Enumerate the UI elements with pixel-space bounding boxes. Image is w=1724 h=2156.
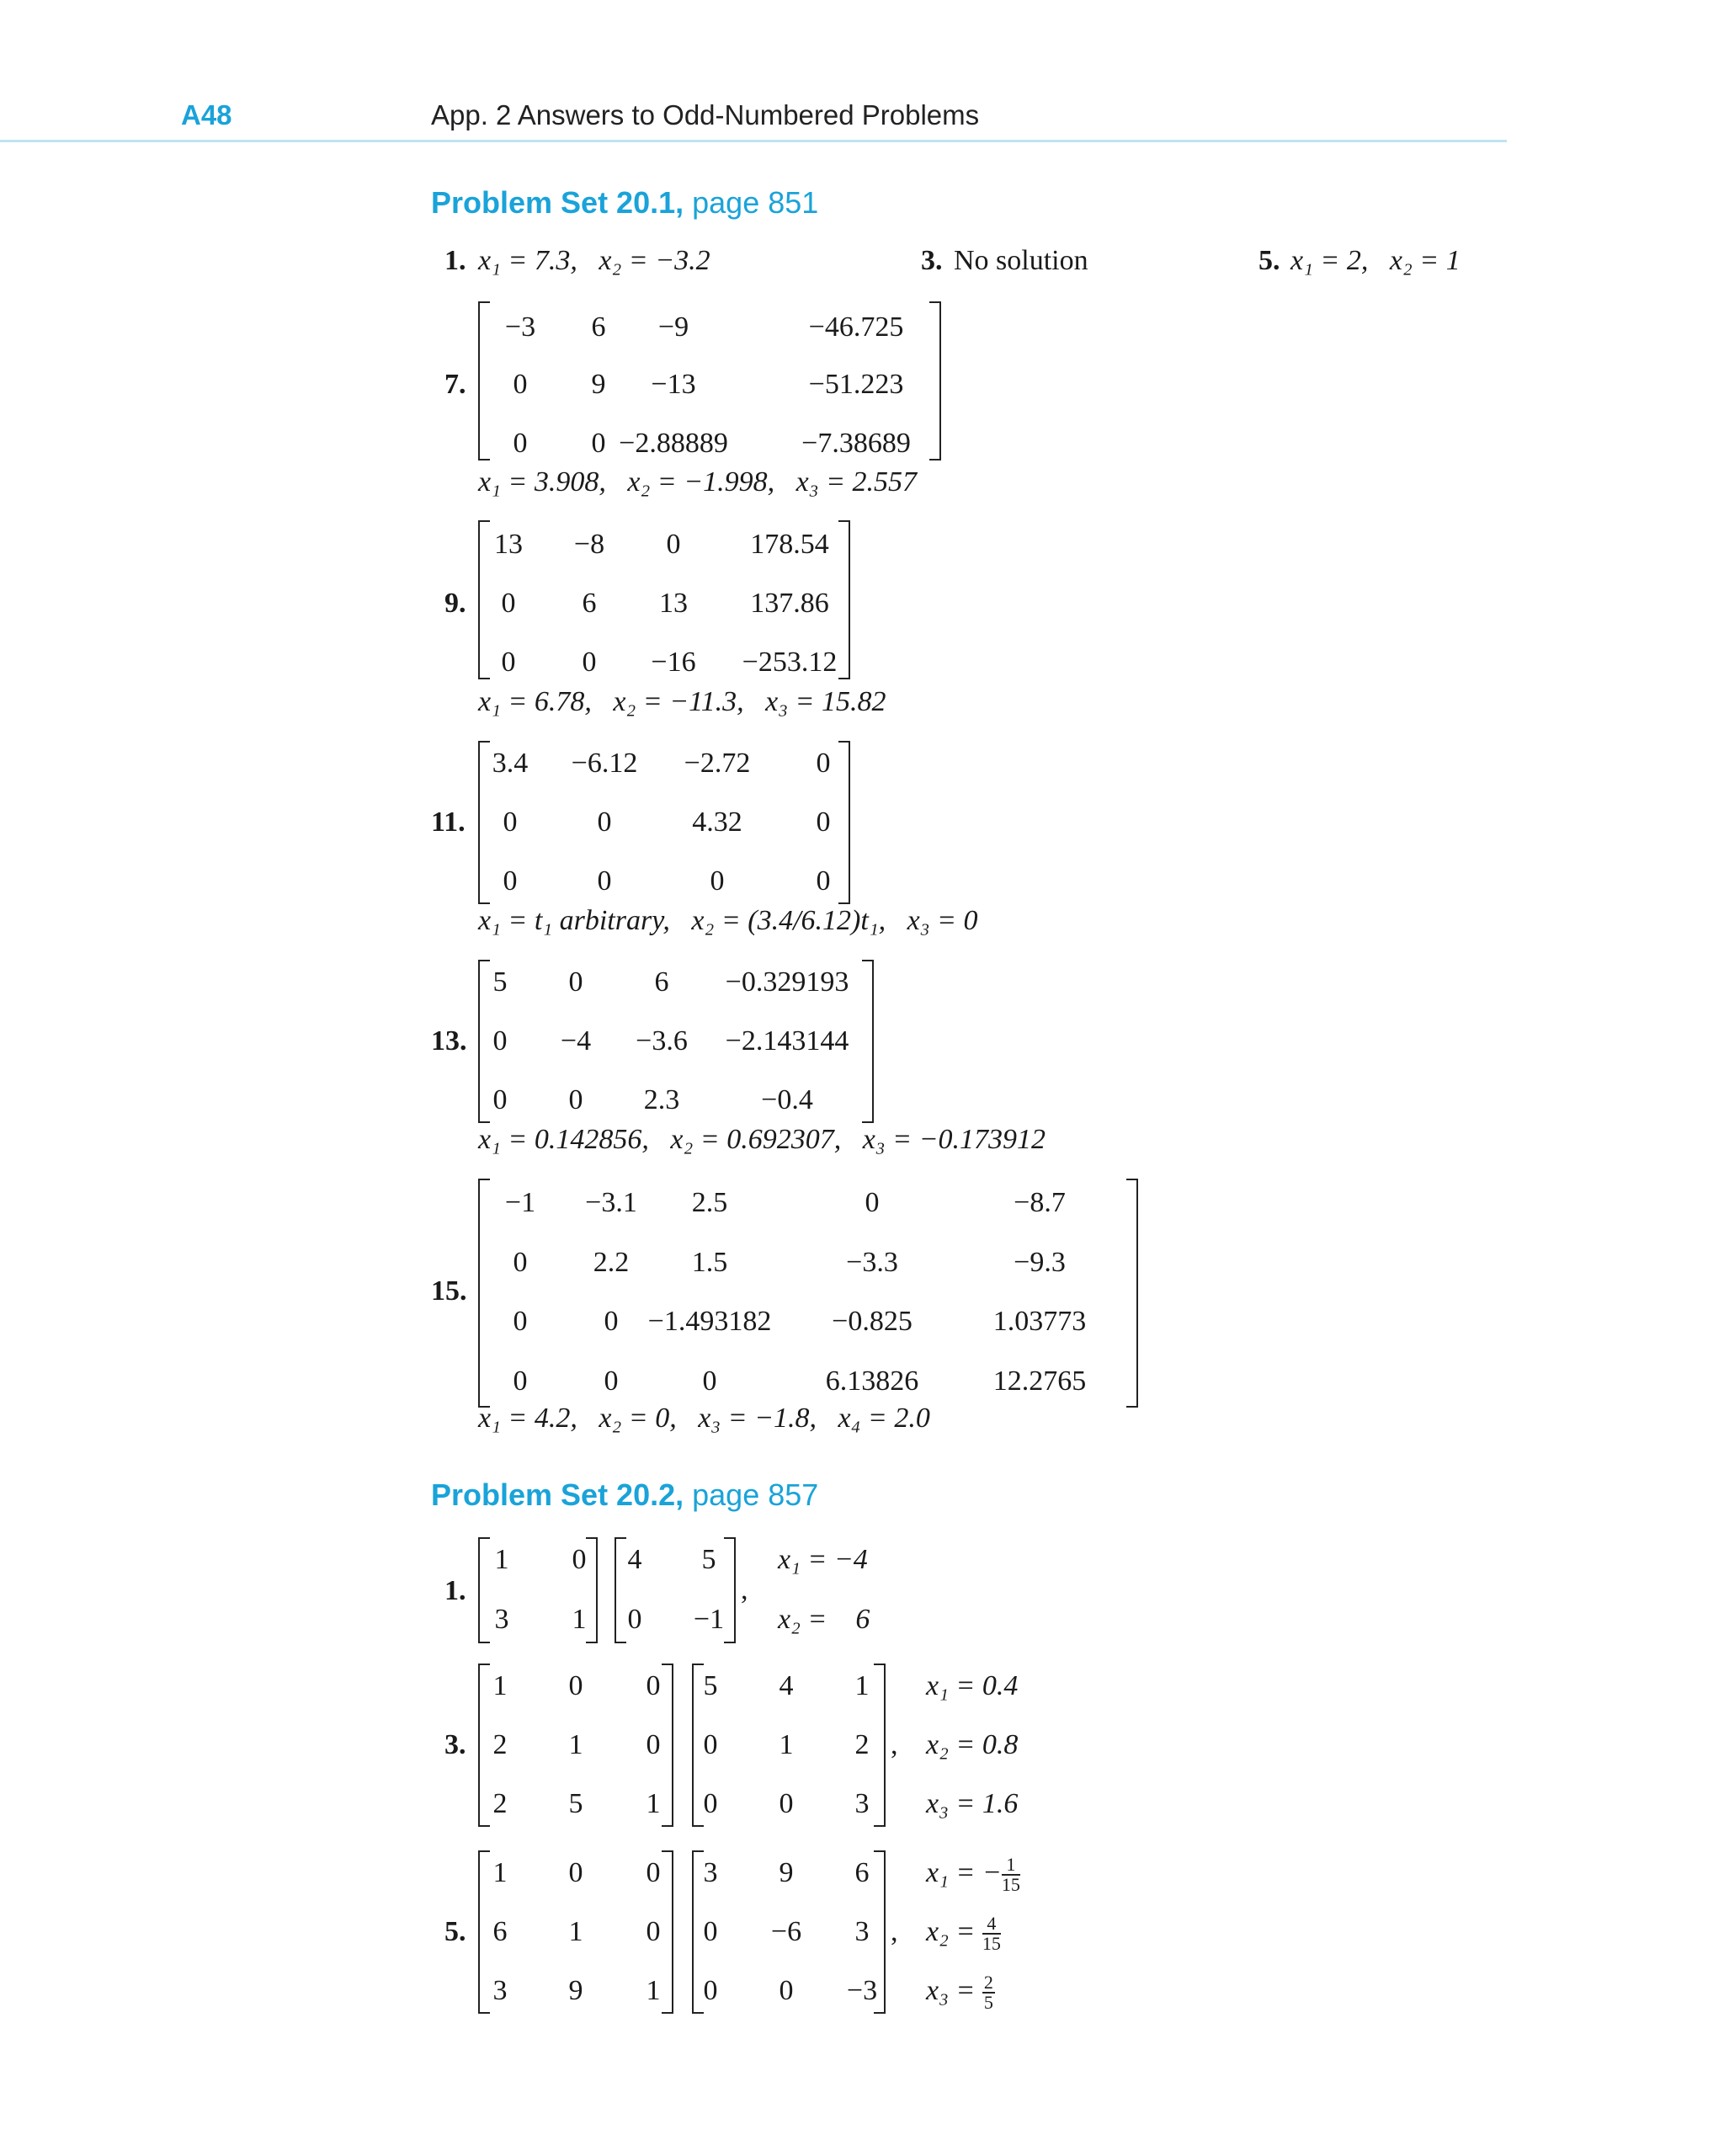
matrix-entry: −3.3 (846, 1247, 898, 1278)
matrix-entry: −1.493182 (647, 1306, 772, 1337)
section-title: Problem Set 20.1, (431, 185, 684, 220)
matrix-entry: 2.3 (643, 1084, 680, 1115)
matrix-entry: 4 (627, 1544, 642, 1575)
matrix-entry: 0 (513, 1365, 528, 1397)
matrix-entry: −3 (504, 311, 536, 343)
matrix-entry: 1 (572, 1604, 587, 1635)
matrix-entry: 0 (604, 1306, 619, 1337)
matrix-right-bracket (662, 1850, 673, 2014)
problem-number: 15. (431, 1275, 467, 1307)
matrix-entry: 9 (779, 1857, 794, 1888)
problem-number: 5. (1258, 245, 1280, 276)
matrix-entry: −3.6 (636, 1025, 688, 1057)
problem-answer: No solution (954, 245, 1088, 276)
matrix-entry: 13 (494, 529, 523, 560)
matrix-entry: 13 (659, 588, 688, 619)
section-heading-20-2 (431, 1477, 818, 1513)
matrix-entry: −8 (573, 529, 605, 560)
matrix-left-bracket (615, 1537, 626, 1643)
section-heading-20-1 (431, 185, 818, 221)
problem-number: 13. (431, 1025, 467, 1057)
matrix-entry: 5 (568, 1788, 583, 1819)
matrix-entry: −6.12 (571, 748, 638, 779)
matrix-entry: 0 (702, 1365, 717, 1397)
matrix-entry: 0 (503, 807, 518, 838)
matrix-entry: −7.38689 (801, 428, 911, 459)
matrix-entry: 3 (854, 1916, 870, 1947)
matrix-entry: 3 (703, 1857, 718, 1888)
header-rule (0, 140, 1507, 142)
matrix-entry: 0 (604, 1365, 619, 1397)
matrix-entry: 0 (492, 1084, 508, 1115)
matrix-entry: 3.4 (492, 748, 529, 779)
problem-solution: x₂ = 0.8 (926, 1729, 1019, 1760)
matrix-right-bracket (838, 520, 850, 679)
problem-solution: x₁ = 3.908, x₂ = −1.998, x₃ = 2.557 (478, 466, 918, 498)
section-title: Problem Set 20.2, (431, 1477, 684, 1512)
matrix-entry: 0 (779, 1975, 794, 2006)
matrix-left-bracket (478, 1664, 490, 1827)
solution-lhs: x₁ = − (926, 1856, 1002, 1888)
matrix-right-bracket (862, 960, 874, 1123)
matrix-entry: −2.72 (684, 748, 751, 779)
problem-answer: x₁ = 7.3, x₂ = −3.2 (478, 245, 710, 276)
matrix-entry: 137.86 (750, 588, 829, 619)
matrix-entry: 2.2 (593, 1247, 630, 1278)
matrix-entry: 1 (568, 1916, 583, 1947)
matrix-entry: 0 (582, 647, 597, 678)
matrix-entry: −6 (770, 1916, 802, 1947)
matrix-entry: 0 (627, 1604, 642, 1635)
matrix-entry: 4 (779, 1670, 794, 1701)
fraction (982, 1973, 995, 2012)
problem-number: 1. (444, 245, 466, 276)
matrix-entry: 0 (710, 865, 725, 897)
matrix-entry: 0 (568, 966, 583, 998)
matrix-entry: 1 (492, 1670, 508, 1701)
fraction-numerator: 1 (1002, 1855, 1020, 1876)
matrix-entry: 0 (501, 588, 516, 619)
problem-number: 5. (444, 1916, 466, 1947)
matrix-entry: 1 (854, 1670, 870, 1701)
fraction-denominator: 15 (982, 1933, 1001, 1954)
matrix-entry: 5 (703, 1670, 718, 1701)
problem-number: 3. (921, 245, 943, 276)
matrix-left-bracket (478, 301, 490, 460)
problem-solution: x₁ = 6.78, x₂ = −11.3, x₃ = 15.82 (478, 686, 886, 717)
fraction-numerator: 2 (983, 1972, 993, 1993)
matrix-right-bracket (662, 1664, 673, 1827)
matrix-entry: 6.13826 (825, 1365, 919, 1397)
matrix-entry: 9 (568, 1975, 583, 2006)
problem-solution: x₁ = 4.2, x₂ = 0, x₃ = −1.8, x₄ = 2.0 (478, 1403, 930, 1434)
matrix-entry: 0 (779, 1788, 794, 1819)
matrix-entry: 1 (779, 1729, 794, 1760)
matrix-entry: −9.3 (1014, 1247, 1066, 1278)
matrix-entry: −4 (560, 1025, 592, 1057)
matrix-entry: 1 (646, 1788, 661, 1819)
matrix-entry: 2.5 (691, 1187, 728, 1218)
matrix-left-bracket (478, 960, 490, 1123)
fraction-denominator: 5 (983, 1992, 993, 2013)
matrix-entry: 0 (492, 1025, 508, 1057)
matrix-entry: −0.329193 (725, 966, 849, 998)
matrix-entry: 5 (492, 966, 508, 998)
matrix-right-bracket (838, 741, 850, 904)
matrix-entry: −8.7 (1014, 1187, 1066, 1218)
separator-comma: , (891, 1729, 898, 1760)
matrix-left-bracket (692, 1850, 704, 2014)
problem-solution: x₁ = −4 (778, 1544, 868, 1575)
fraction (1002, 1855, 1020, 1894)
matrix-entry: −2.143144 (725, 1025, 849, 1057)
matrix-entry: 3 (854, 1788, 870, 1819)
matrix-entry: 0 (703, 1916, 718, 1947)
matrix-entry: −9 (657, 311, 689, 343)
matrix-entry: 0 (703, 1975, 718, 2006)
problem-number: 9. (444, 588, 466, 619)
matrix-entry: 0 (568, 1670, 583, 1701)
matrix-entry: 6 (492, 1916, 508, 1947)
matrix-entry: −16 (651, 647, 696, 678)
matrix-entry: 4.32 (692, 807, 742, 838)
fraction-numerator: 4 (982, 1914, 1001, 1935)
matrix-right-bracket (874, 1664, 886, 1827)
problem-number: 1. (444, 1575, 466, 1606)
matrix-entry: −0.825 (832, 1306, 913, 1337)
problem-solution (926, 1914, 1001, 1953)
section-page: page 857 (684, 1477, 819, 1512)
problem-solution: x₁ = t₁ arbitrary, x₂ = (3.4/6.12)t₁, x₃ = 0 (478, 905, 978, 936)
matrix-entry: 12.2765 (992, 1365, 1087, 1397)
matrix-entry: −1 (693, 1604, 725, 1635)
problem-solution (926, 1973, 995, 2012)
matrix-entry: 1.5 (691, 1247, 728, 1278)
problem-solution: x₃ = 1.6 (926, 1788, 1019, 1819)
matrix-entry: 0 (703, 1788, 718, 1819)
matrix-entry: 6 (654, 966, 669, 998)
matrix-entry: 0 (597, 865, 612, 897)
matrix-entry: −3.1 (585, 1187, 637, 1218)
matrix-entry: 0 (597, 807, 612, 838)
matrix-entry: 1 (568, 1729, 583, 1760)
matrix-right-bracket (929, 301, 941, 460)
matrix-left-bracket (478, 1850, 490, 2014)
matrix-left-bracket (478, 741, 490, 904)
matrix-entry: 0 (501, 647, 516, 678)
matrix-entry: 0 (513, 428, 528, 459)
problem-solution: x₁ = 0.142856, x₂ = 0.692307, x₃ = −0.173912 (478, 1124, 1046, 1155)
matrix-entry: 3 (494, 1604, 509, 1635)
matrix-entry: 2 (492, 1788, 508, 1819)
problem-solution (926, 1855, 1020, 1894)
solution-lhs: x₂ = (926, 1915, 982, 1947)
matrix-entry: 0 (572, 1544, 587, 1575)
matrix-entry: 3 (492, 1975, 508, 2006)
problem-number: 7. (444, 369, 466, 400)
matrix-entry: 0 (646, 1857, 661, 1888)
matrix-entry: 5 (701, 1544, 716, 1575)
matrix-entry: −13 (651, 369, 696, 400)
page-number: A48 (181, 99, 232, 130)
matrix-entry: 1.03773 (992, 1306, 1087, 1337)
matrix-entry: 0 (513, 1247, 528, 1278)
problem-answer: x₁ = 2, x₂ = 1 (1290, 245, 1461, 276)
matrix-entry: 2 (854, 1729, 870, 1760)
solution-lhs: x₃ = (926, 1974, 982, 2006)
matrix-entry: 0 (503, 865, 518, 897)
matrix-entry: 178.54 (750, 529, 829, 560)
matrix-entry: 2 (492, 1729, 508, 1760)
problem-number: 11. (431, 807, 466, 838)
matrix-entry: −2.88889 (619, 428, 728, 459)
running-header: App. 2 Answers to Odd-Numbered Problems (431, 99, 980, 130)
matrix-right-bracket (586, 1537, 598, 1643)
fraction-denominator: 15 (1001, 1874, 1020, 1895)
matrix-entry: −46.725 (808, 311, 904, 343)
matrix-right-bracket (724, 1537, 736, 1643)
matrix-entry: 0 (816, 748, 831, 779)
matrix-entry: 0 (646, 1729, 661, 1760)
matrix-entry: 1 (494, 1544, 509, 1575)
matrix-entry: 0 (816, 807, 831, 838)
matrix-entry: 9 (591, 369, 606, 400)
matrix-left-bracket (692, 1664, 704, 1827)
matrix-entry: 0 (703, 1729, 718, 1760)
matrix-entry: 6 (854, 1857, 870, 1888)
matrix-entry: −1 (504, 1187, 536, 1218)
matrix-entry: 0 (646, 1670, 661, 1701)
matrix-entry: −253.12 (742, 647, 838, 678)
problem-number: 3. (444, 1729, 466, 1760)
matrix-left-bracket (478, 520, 490, 679)
matrix-entry: 0 (666, 529, 681, 560)
matrix-entry: 0 (646, 1916, 661, 1947)
fraction (982, 1914, 1001, 1953)
matrix-entry: 0 (591, 428, 606, 459)
problem-solution: x₂ = 6 (778, 1604, 870, 1635)
matrix-entry: 6 (591, 311, 606, 343)
matrix-entry: 1 (492, 1857, 508, 1888)
matrix-entry: 0 (513, 369, 528, 400)
matrix-entry: −51.223 (808, 369, 904, 400)
matrix-entry: 1 (646, 1975, 661, 2006)
section-page: page 851 (684, 185, 819, 220)
matrix-entry: 0 (568, 1857, 583, 1888)
matrix-entry: 6 (582, 588, 597, 619)
matrix-entry: 0 (513, 1306, 528, 1337)
separator-comma: , (891, 1916, 898, 1947)
matrix-entry: −0.4 (761, 1084, 813, 1115)
matrix-right-bracket (1126, 1179, 1138, 1408)
matrix-left-bracket (478, 1537, 490, 1643)
problem-solution: x₁ = 0.4 (926, 1670, 1019, 1701)
matrix-entry: 0 (568, 1084, 583, 1115)
matrix-entry: −3 (846, 1975, 878, 2006)
matrix-left-bracket (478, 1179, 490, 1408)
separator-comma: , (741, 1574, 748, 1605)
matrix-entry: 0 (865, 1187, 880, 1218)
matrix-entry: 0 (816, 865, 831, 897)
